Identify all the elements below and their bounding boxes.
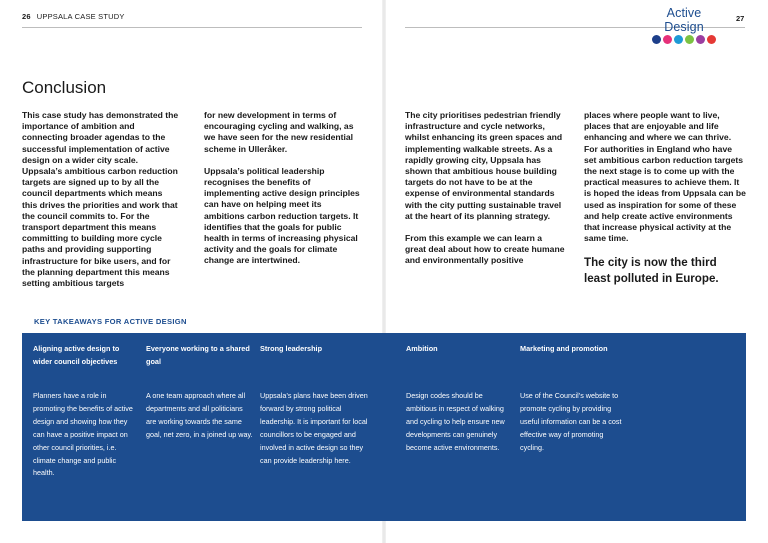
active-design-logo: [646, 6, 722, 44]
brand-dot: [674, 35, 683, 44]
takeaway-body: A one team approach where all departments and all politicians are working towards the same goal, net zero, in a joined up way.: [146, 391, 253, 439]
brand-dots: [646, 35, 722, 44]
paragraph: This case study has demonstrated the importance of ambition and connecting broader agendas to the successful implementation of active design on a wider city scale. Uppsala’s ambitious carbon reduction targets are signed up to by all the council departments which means this drives the priorities and work that the council commits to. For the transport department this means committing to building more cycle paths and providing supporting infrastructure for bike users, and for the planning department this means setting ambitious targets: [22, 110, 179, 289]
right-page-number: 27: [736, 14, 745, 23]
takeaway-item: [260, 343, 368, 467]
takeaway-title: Strong leadership: [260, 344, 323, 353]
paragraph: Uppsala’s political leadership recognises the benefits of implementing active design principles can have on helping meet its ambitions carbon reduction targets. It identifies that the goals for public health in terms of increasing physical activity and the goals for climate change are intertwined.: [204, 165, 360, 266]
brand-dot: [696, 35, 705, 44]
running-title: UPPSALA CASE STUDY: [36, 12, 125, 21]
takeaway-title: Marketing and promotion: [520, 344, 608, 353]
takeaway-item: [33, 343, 133, 480]
left-page-number: 26: [22, 12, 31, 21]
takeaways-panel: [22, 333, 746, 521]
takeaway-body: Planners have a role in promoting the benefits of active design and showing how they can have a positive impact on other council priorities, i.e. climate change and public health.: [33, 391, 133, 478]
body-column-3: [405, 110, 565, 278]
takeaways-heading: KEY TAKEAWAYS FOR ACTIVE DESIGN: [34, 317, 187, 326]
left-running-header: [22, 12, 362, 28]
brand-dot: [652, 35, 661, 44]
takeaway-title: Everyone working to a shared goal: [146, 344, 250, 366]
takeaway-item: [520, 343, 628, 455]
takeaway-body: Design codes should be ambitious in respect of walking and cycling to help ensure new developments can genuinely become active environments.: [406, 391, 505, 452]
brand-dot: [707, 35, 716, 44]
brand-dot: [663, 35, 672, 44]
body-column-1: [22, 110, 180, 300]
takeaway-item: [146, 343, 254, 442]
paragraph: places where people want to live, places that are enjoyable and life enhancing and where we can thrive. For authorities in England who have set ambitious carbon reduction targets the next stage is to come up with the practical measures to achieve them. It is hoped the ideas from Uppsala can be used as inspiration for some of these and help create active environments that increase physical activity at the same time.: [584, 110, 746, 244]
brand-dot: [685, 35, 694, 44]
takeaway-title: Aligning active design to wider council objectives: [33, 344, 120, 366]
pull-quote: The city is now the third least polluted in Europe.: [584, 256, 719, 285]
paragraph: From this example we can learn a great deal about how to create humane and environmentally positive: [405, 233, 565, 266]
takeaway-item: [406, 343, 514, 455]
takeaway-body: Use of the Council’s website to promote cycling by providing useful information can be a cost effective way of promoting cycling.: [520, 391, 622, 452]
takeaway-title: Ambition: [406, 344, 438, 353]
paragraph: for new development in terms of encouraging cycling and walking, as we have seen for the new residential scheme in Ulleråker.: [204, 110, 354, 154]
takeaway-body: Uppsala’s plans have been driven forward by strong political leadership. It is important for local councillors to be engaged and involved in active design so they can provide leadership here.: [260, 391, 368, 465]
brand-title: Active Design: [664, 6, 704, 34]
page-title: Conclusion: [22, 78, 107, 97]
body-column-4: [584, 110, 746, 297]
body-column-2: [204, 110, 362, 278]
paragraph: The city prioritises pedestrian friendly infrastructure and cycle networks, whilst enhancing its green spaces and implementing walkable streets. As a rapidly growing city, Uppsala has shown that ambitious house building targets do not have to be at the expense of environmental standards with the city putting sustainable travel at the heart of its planning strategy.: [405, 110, 563, 221]
